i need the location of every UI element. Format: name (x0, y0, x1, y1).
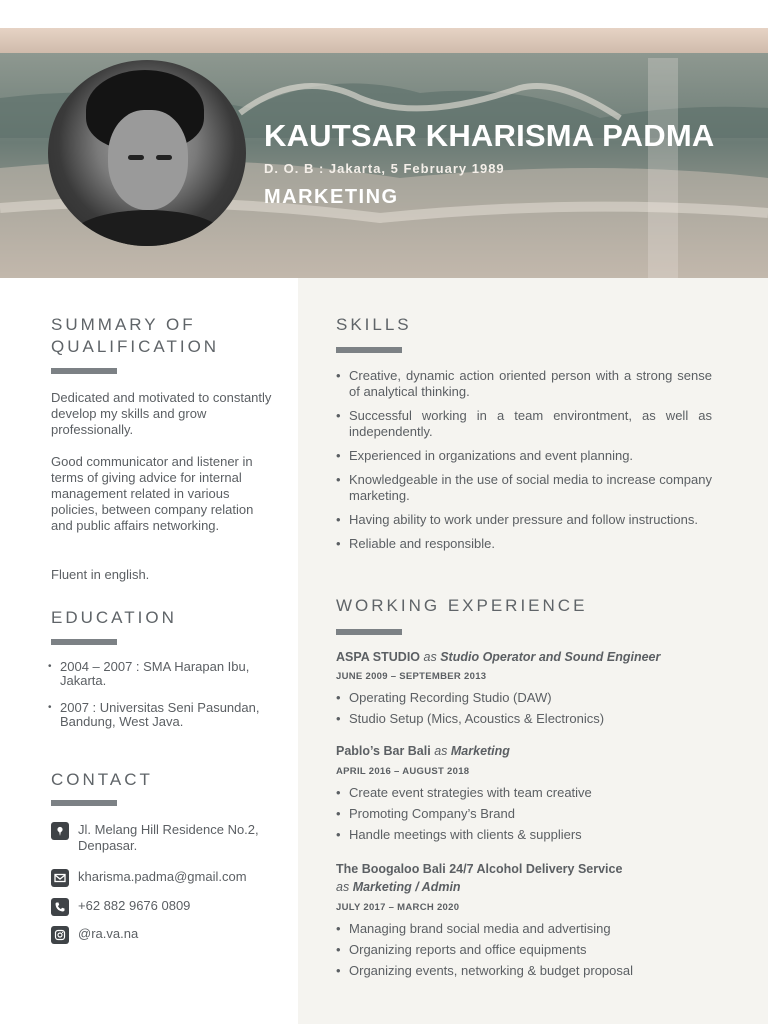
list-item: • 2007 : Universitas Seni Pasundan, Bandung, West Java. (51, 701, 281, 729)
education-list (51, 660, 281, 742)
experience-heading: WORKING EXPERIENCE (336, 596, 588, 615)
skills-list (336, 368, 712, 560)
location-pin-icon (51, 822, 69, 840)
phone-icon (51, 898, 69, 916)
job-title: The Boogaloo Bali 24/7 Alcohol Delivery Service (336, 862, 623, 876)
contact-address (51, 822, 281, 854)
contact-rule (51, 800, 117, 806)
summary-paragraph-2: Good communicator and listener in terms of giving advice for internal management related in various policies, between company relation and public affairs networking. (51, 454, 254, 533)
list-item: • Knowledgeable in the use of social media to increase company marketing. (336, 472, 712, 504)
profile-photo (48, 60, 246, 246)
list-item: • Promoting Company’s Brand (336, 803, 716, 824)
contact-email[interactable] (51, 869, 281, 887)
job-title: ASPA STUDIO as Studio Operator and Sound Engineer (336, 650, 661, 664)
date-of-birth: D. O. B : Jakarta, 5 February 1989 (264, 161, 505, 176)
list-item: • Organizing reports and office equipments (336, 939, 716, 960)
list-item: • Successful working in a team environtment, as well as independently. (336, 408, 712, 440)
list-item: • Creative, dynamic action oriented person with a strong sense of analytical thinking. (336, 368, 712, 400)
list-item: • Having ability to work under pressure and follow instructions. (336, 512, 712, 528)
summary-rule (51, 368, 117, 374)
instagram-handle[interactable]: @ra.va.na (78, 926, 139, 941)
list-item: • Studio Setup (Mics, Acoustics & Electronics) (336, 708, 716, 729)
summary-heading: SUMMARY OF QUALIFICATION (51, 315, 220, 356)
experience-rule (336, 629, 402, 635)
education-heading: EDUCATION (51, 608, 177, 627)
email-text[interactable]: kharisma.padma@gmail.com (78, 869, 247, 884)
summary-paragraph-1: Dedicated and motivated to constantly develop my skills and grow professionally. (51, 390, 272, 437)
candidate-role: MARKETING (264, 186, 399, 208)
job-dates: APRIL 2016 – AUGUST 2018 (336, 766, 470, 777)
job-dates: JUNE 2009 – SEPTEMBER 2013 (336, 671, 487, 682)
job-dates: JULY 2017 – MARCH 2020 (336, 902, 460, 913)
phone-text[interactable]: +62 882 9676 0809 (78, 898, 191, 913)
address-text: Jl. Melang Hill Residence No.2, Denpasar. (78, 822, 259, 853)
list-item: • Organizing events, networking & budget proposal (336, 960, 716, 981)
instagram-icon (51, 926, 69, 944)
contact-heading: CONTACT (51, 770, 153, 789)
list-item: • Managing brand social media and advertising (336, 918, 716, 939)
skills-heading: SKILLS (336, 315, 412, 334)
list-item: • Reliable and responsible. (336, 536, 712, 552)
skills-rule (336, 347, 402, 353)
job-position: as Marketing / Admin (336, 880, 461, 894)
candidate-name: KAUTSAR KHARISMA PADMA (264, 118, 715, 153)
job-tasks (336, 918, 716, 981)
mail-icon (51, 869, 69, 887)
list-item: • Operating Recording Studio (DAW) (336, 687, 716, 708)
job-title: Pablo’s Bar Bali as Marketing (336, 744, 510, 758)
contact-instagram[interactable] (51, 926, 281, 944)
list-item: • Create event strategies with team creative (336, 782, 716, 803)
summary-paragraph-3: Fluent in english. (51, 567, 150, 582)
job-tasks (336, 687, 716, 729)
list-item: • Handle meetings with clients & suppliers (336, 824, 716, 845)
contact-phone[interactable] (51, 898, 281, 916)
job-tasks (336, 782, 716, 845)
list-item: • Experienced in organizations and event planning. (336, 448, 712, 464)
list-item: • 2004 – 2007 : SMA Harapan Ibu, Jakarta. (51, 660, 281, 688)
education-rule (51, 639, 117, 645)
